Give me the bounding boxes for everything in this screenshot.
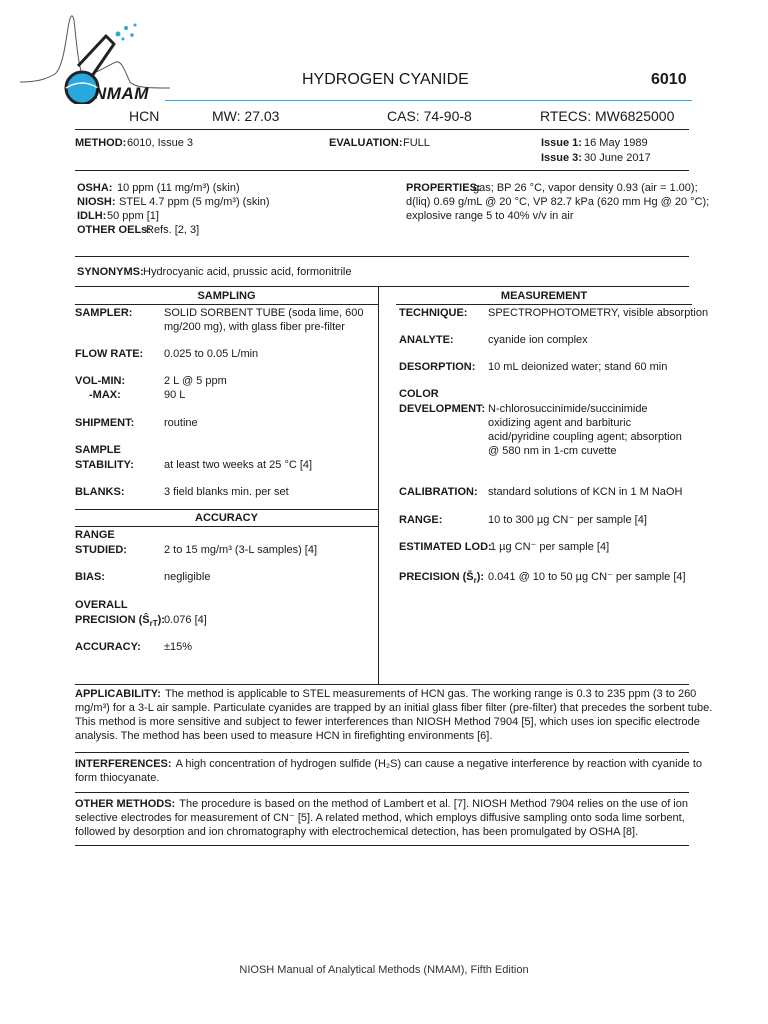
niosh-label: NIOSH: <box>77 196 116 208</box>
sampler-label: SAMPLER: <box>75 307 133 319</box>
method-label: METHOD: <box>75 137 127 149</box>
interferences-text: form thiocyanate. <box>75 772 160 784</box>
color-development-value: oxidizing agent and barbituric <box>488 417 632 429</box>
color-development-label: COLOR <box>399 388 439 400</box>
desorption-label: DESORPTION: <box>399 361 476 373</box>
flow-rate-value: 0.025 to 0.05 L/min <box>164 348 259 360</box>
overall-precision-label <box>75 613 165 631</box>
other-methods-text: selective electrodes for measurement of CN⁻ [5]. A related method, which employs diffusive sampling onto soda lime sorbent, <box>75 812 685 824</box>
properties-label: PROPERTIES: <box>406 182 481 194</box>
blanks-label: BLANKS: <box>75 486 125 498</box>
properties-line: explosive range 5 to 40% v/v in air <box>406 210 574 222</box>
sample-stability-value: at least two weeks at 25 °C [4] <box>164 459 313 471</box>
sampling-title: SAMPLING <box>197 290 256 302</box>
other-methods-label: OTHER METHODS: <box>75 798 176 810</box>
shipment-value: routine <box>164 417 198 429</box>
overall-precision-value: 0.076 [4] <box>164 614 207 626</box>
bias-value: negligible <box>164 571 211 583</box>
logo-text: NMAM <box>94 84 149 103</box>
properties-line: gas; BP 26 °C, vapor density 0.93 (air = 1.00); <box>473 182 698 194</box>
divider <box>75 845 689 846</box>
formula: HCN <box>129 108 160 124</box>
other-methods-text: The procedure is based on the method of Lambert et al. [7]. NIOSH Method 7904 relies on the use of ion <box>179 798 688 810</box>
vol-min-value: 2 L @ 5 ppm <box>164 375 227 387</box>
color-development-value: acid/pyridine coupling agent; absorption <box>488 431 682 443</box>
sampler-value: SOLID SORBENT TUBE (soda lime, 600 <box>164 307 364 319</box>
range-studied-label: STUDIED: <box>75 544 127 556</box>
flow-rate-label: FLOW RATE: <box>75 348 144 360</box>
synonyms-label: SYNONYMS: <box>77 266 144 278</box>
synonyms-value: Hydrocyanic acid, prussic acid, formonitrile <box>143 266 352 278</box>
issue1-value: 16 May 1989 <box>584 137 648 149</box>
overall-precision-label: OVERALL <box>75 599 128 611</box>
divider <box>75 286 689 287</box>
applicability-text: This method is more sensitive and subject to fewer interferences than NIOSH Method 7904 [5], which uses ion specific electrode <box>75 716 700 728</box>
footer-text: NIOSH Manual of Analytical Methods (NMAM), Fifth Edition <box>239 964 529 976</box>
vol-min-label: VOL-MIN: <box>75 375 126 387</box>
desorption-value: 10 mL deionized water; stand 60 min <box>488 361 668 373</box>
overall-precision-end: ): <box>157 614 165 626</box>
divider <box>75 752 689 753</box>
other-methods-text: followed by desorption and ion chromatography with electrochemical detection, has been promulgated by OSHA [8]. <box>75 826 639 838</box>
range-studied-label: RANGE <box>75 529 115 541</box>
technique-value: SPECTROPHOTOMETRY, visible absorption <box>488 307 709 319</box>
measurement-rule <box>396 304 692 305</box>
method-number: 6010 <box>651 71 687 88</box>
precision-label <box>399 570 484 588</box>
bias-label: BIAS: <box>75 571 105 583</box>
sampling-rule <box>75 304 378 305</box>
precision-sub: r <box>473 576 477 586</box>
other-methods-section <box>75 797 690 839</box>
range-studied-value: 2 to 15 mg/m³ (3-L samples) [4] <box>164 544 318 556</box>
analyte-label: ANALYTE: <box>399 334 454 346</box>
calibration-label: CALIBRATION: <box>399 486 478 498</box>
molecular-weight: MW: 27.03 <box>212 108 280 124</box>
overall-precision-sub: rT <box>149 619 158 629</box>
sampler-value: mg/200 mg), with glass fiber pre-filter <box>164 321 345 333</box>
range-value: 10 to 300 µg CN⁻ per sample [4] <box>488 514 647 526</box>
applicability-text: analysis. The method has been used to measure HCN in firefighting environments [6]. <box>75 730 493 742</box>
accuracy-rule-bottom <box>75 526 378 527</box>
divider <box>75 256 689 257</box>
range-label: RANGE: <box>399 514 443 526</box>
measurement-title: MEASUREMENT <box>500 290 588 302</box>
accuracy-value: ±15% <box>164 641 193 653</box>
page-title: HYDROGEN CYANIDE <box>302 71 469 88</box>
accuracy-label: ACCURACY: <box>75 641 141 653</box>
method-value: 6010, Issue 3 <box>127 137 194 149</box>
calibration-value: standard solutions of KCN in 1 M NaOH <box>488 486 683 498</box>
evaluation-value: FULL <box>403 137 430 149</box>
divider <box>75 684 689 685</box>
interferences-section <box>75 757 703 785</box>
issue3-value: 30 June 2017 <box>584 152 651 164</box>
rtecs-number: RTECS: MW6825000 <box>540 108 675 124</box>
interferences-label: INTERFERENCES: <box>75 758 172 770</box>
analyte-value: cyanide ion complex <box>488 334 588 346</box>
vol-max-label: -MAX: <box>89 389 121 401</box>
precision-end: ): <box>476 571 485 583</box>
osha-value: 10 ppm (11 mg/m³) (skin) <box>117 182 240 194</box>
cas-number: CAS: 74-90-8 <box>387 108 472 124</box>
niosh-value: STEL 4.7 ppm (5 mg/m³) (skin) <box>119 196 270 208</box>
column-divider <box>378 286 379 684</box>
issue3-label: Issue 3: <box>541 152 582 164</box>
sample-stability-label: STABILITY: <box>75 459 134 471</box>
title-rule <box>165 100 692 101</box>
evaluation-label: EVALUATION: <box>329 137 403 149</box>
color-development-label: DEVELOPMENT: <box>399 403 486 415</box>
color-development-value: @ 580 nm in 1-cm cuvette <box>488 445 617 457</box>
applicability-text: mg/m³) for a 3-L air sample. Particulate cyanides are trapped by an initial glass fiber filter (pre-filter) that precedes the sorbent tube. <box>75 702 713 714</box>
applicability-label: APPLICABILITY: <box>75 688 161 700</box>
divider <box>75 792 689 793</box>
divider <box>75 170 689 171</box>
accuracy-title: ACCURACY <box>195 512 258 524</box>
interferences-text: A high concentration of hydrogen sulfide (H₂S) can cause a negative interference by reaction with cyanide to <box>175 758 703 770</box>
overall-precision-text: PRECISION (Ŝ <box>75 614 150 626</box>
other-oels-label: OTHER OELs: <box>77 224 151 236</box>
osha-label: OSHA: <box>77 182 113 194</box>
precision-text: PRECISION (S̄ <box>399 571 474 583</box>
vol-max-value: 90 L <box>164 389 186 401</box>
applicability-text: The method is applicable to STEL measurements of HCN gas. The working range is 0.3 to 235 ppm (3 to 260 <box>164 688 697 700</box>
precision-value: 0.041 @ 10 to 50 µg CN⁻ per sample [4] <box>488 571 686 583</box>
divider <box>75 129 689 130</box>
properties-line: d(liq) 0.69 g/mL @ 20 °C, VP 82.7 kPa (620 mm Hg @ 20 °C); <box>406 196 710 208</box>
accuracy-rule-top <box>75 509 378 510</box>
sample-stability-label: SAMPLE <box>75 444 121 456</box>
idlh-label: IDLH: <box>77 210 107 222</box>
color-development-value: N-chlorosuccinimide/succinimide <box>488 403 648 415</box>
idlh-value: 50 ppm [1] <box>107 210 159 222</box>
other-oels-value: Refs. [2, 3] <box>146 224 200 236</box>
blanks-value: 3 field blanks min. per set <box>164 486 289 498</box>
shipment-label: SHIPMENT: <box>75 417 135 429</box>
lod-value: 1 µg CN⁻ per sample [4] <box>490 541 610 553</box>
lod-label: ESTIMATED LOD: <box>399 541 492 553</box>
issue1-label: Issue 1: <box>541 137 582 149</box>
technique-label: TECHNIQUE: <box>399 307 468 319</box>
applicability-section <box>75 687 713 743</box>
